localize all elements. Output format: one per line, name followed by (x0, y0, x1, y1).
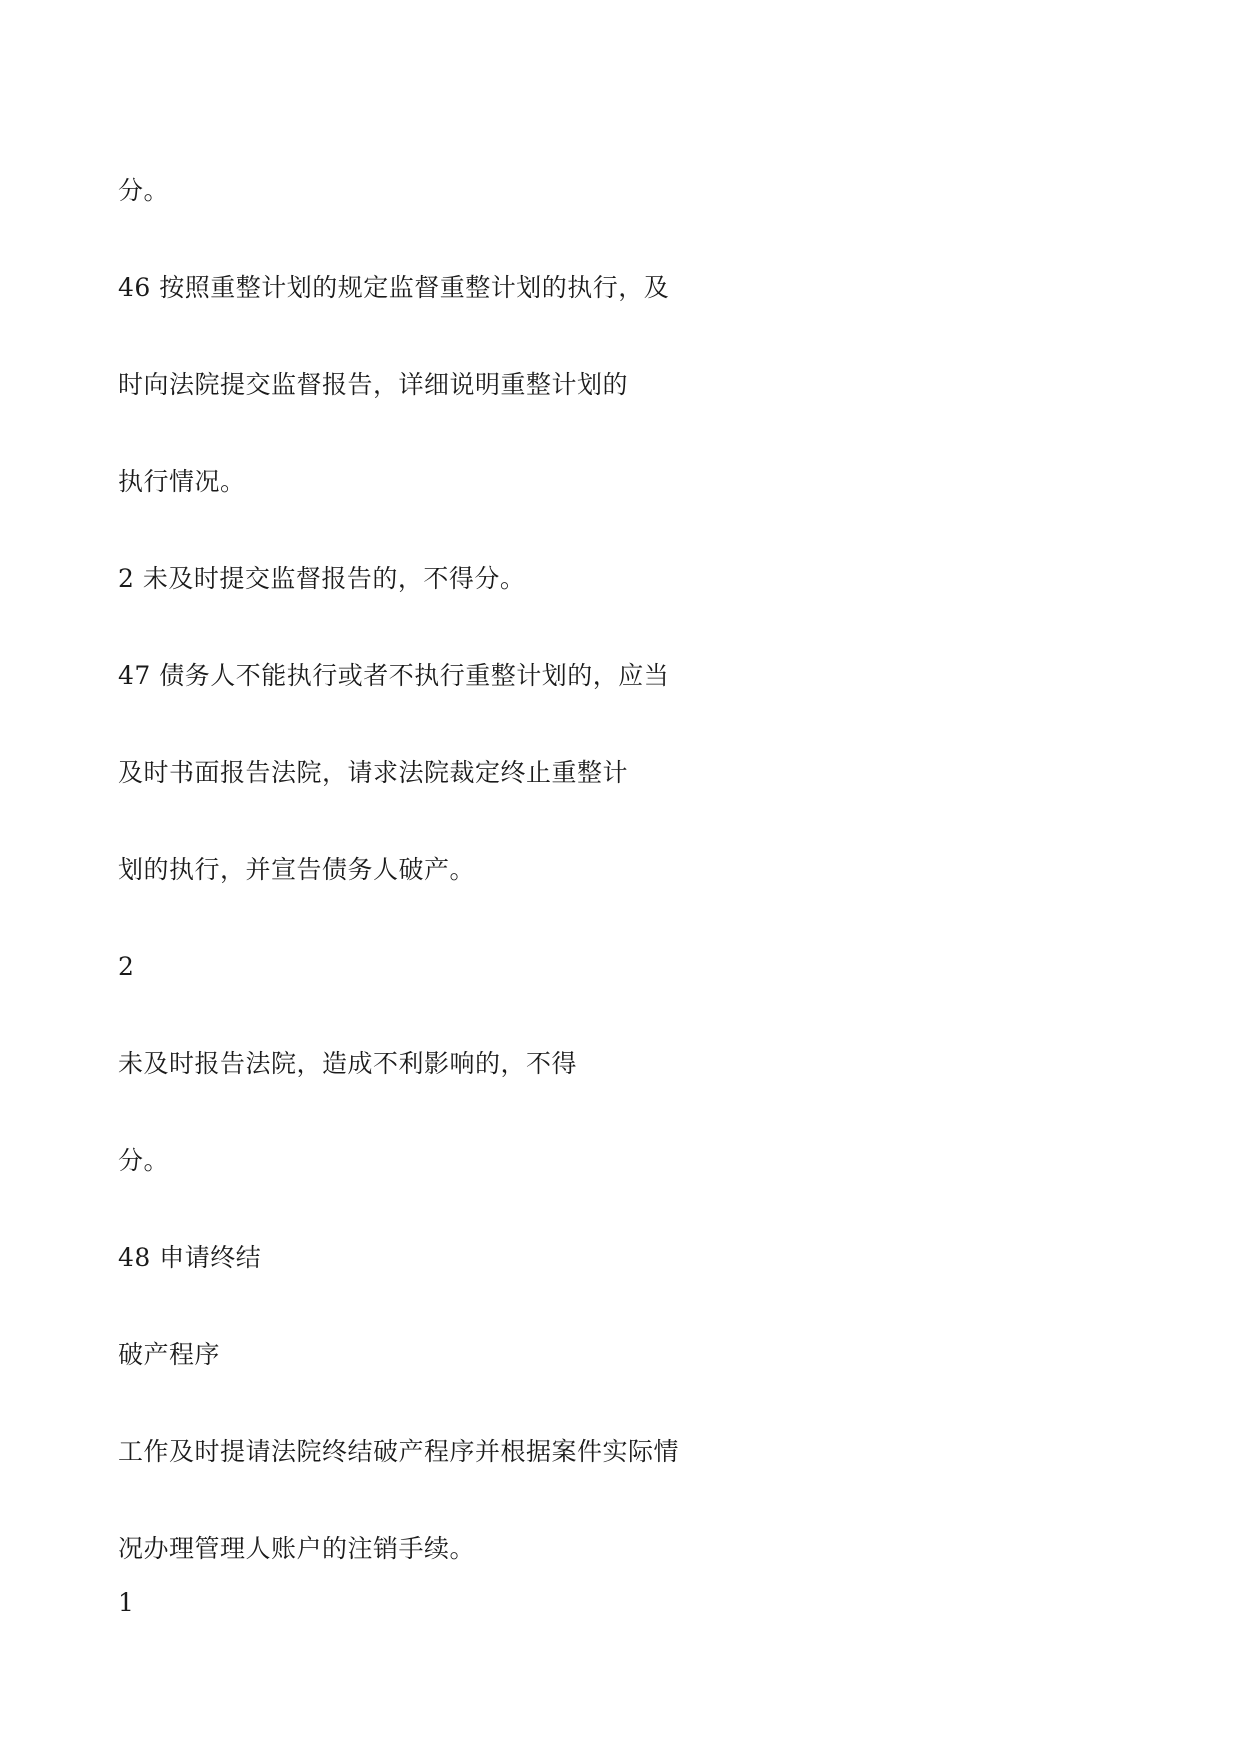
text-line: 时向法院提交监督报告，详细说明重整计划的 (118, 370, 629, 399)
text-line: 工作及时提请法院终结破产程序并根据案件实际情 (118, 1437, 680, 1466)
text-line: 1 (118, 1588, 135, 1617)
text-line: 48 申请终结 (118, 1243, 262, 1272)
text-line: 划的执行，并宣告债务人破产。 (118, 855, 476, 884)
text-line: 46 按照重整计划的规定监督重整计划的执行，及 (118, 273, 670, 302)
text-line: 分。 (118, 1146, 170, 1175)
text-line: 执行情况。 (118, 467, 246, 496)
text-line: 及时书面报告法院，请求法院裁定终止重整计 (118, 758, 629, 787)
text-line: 47 债务人不能执行或者不执行重整计划的，应当 (118, 661, 670, 690)
text-line: 未及时报告法院，造成不利影响的，不得 (118, 1049, 578, 1078)
text-line: 破产程序 (118, 1340, 221, 1369)
text-line: 2 未及时提交监督报告的，不得分。 (118, 564, 526, 593)
text-line: 分。 (118, 176, 170, 205)
text-line: 况办理管理人账户的注销手续。 (118, 1534, 476, 1563)
text-line: 2 (118, 952, 135, 981)
